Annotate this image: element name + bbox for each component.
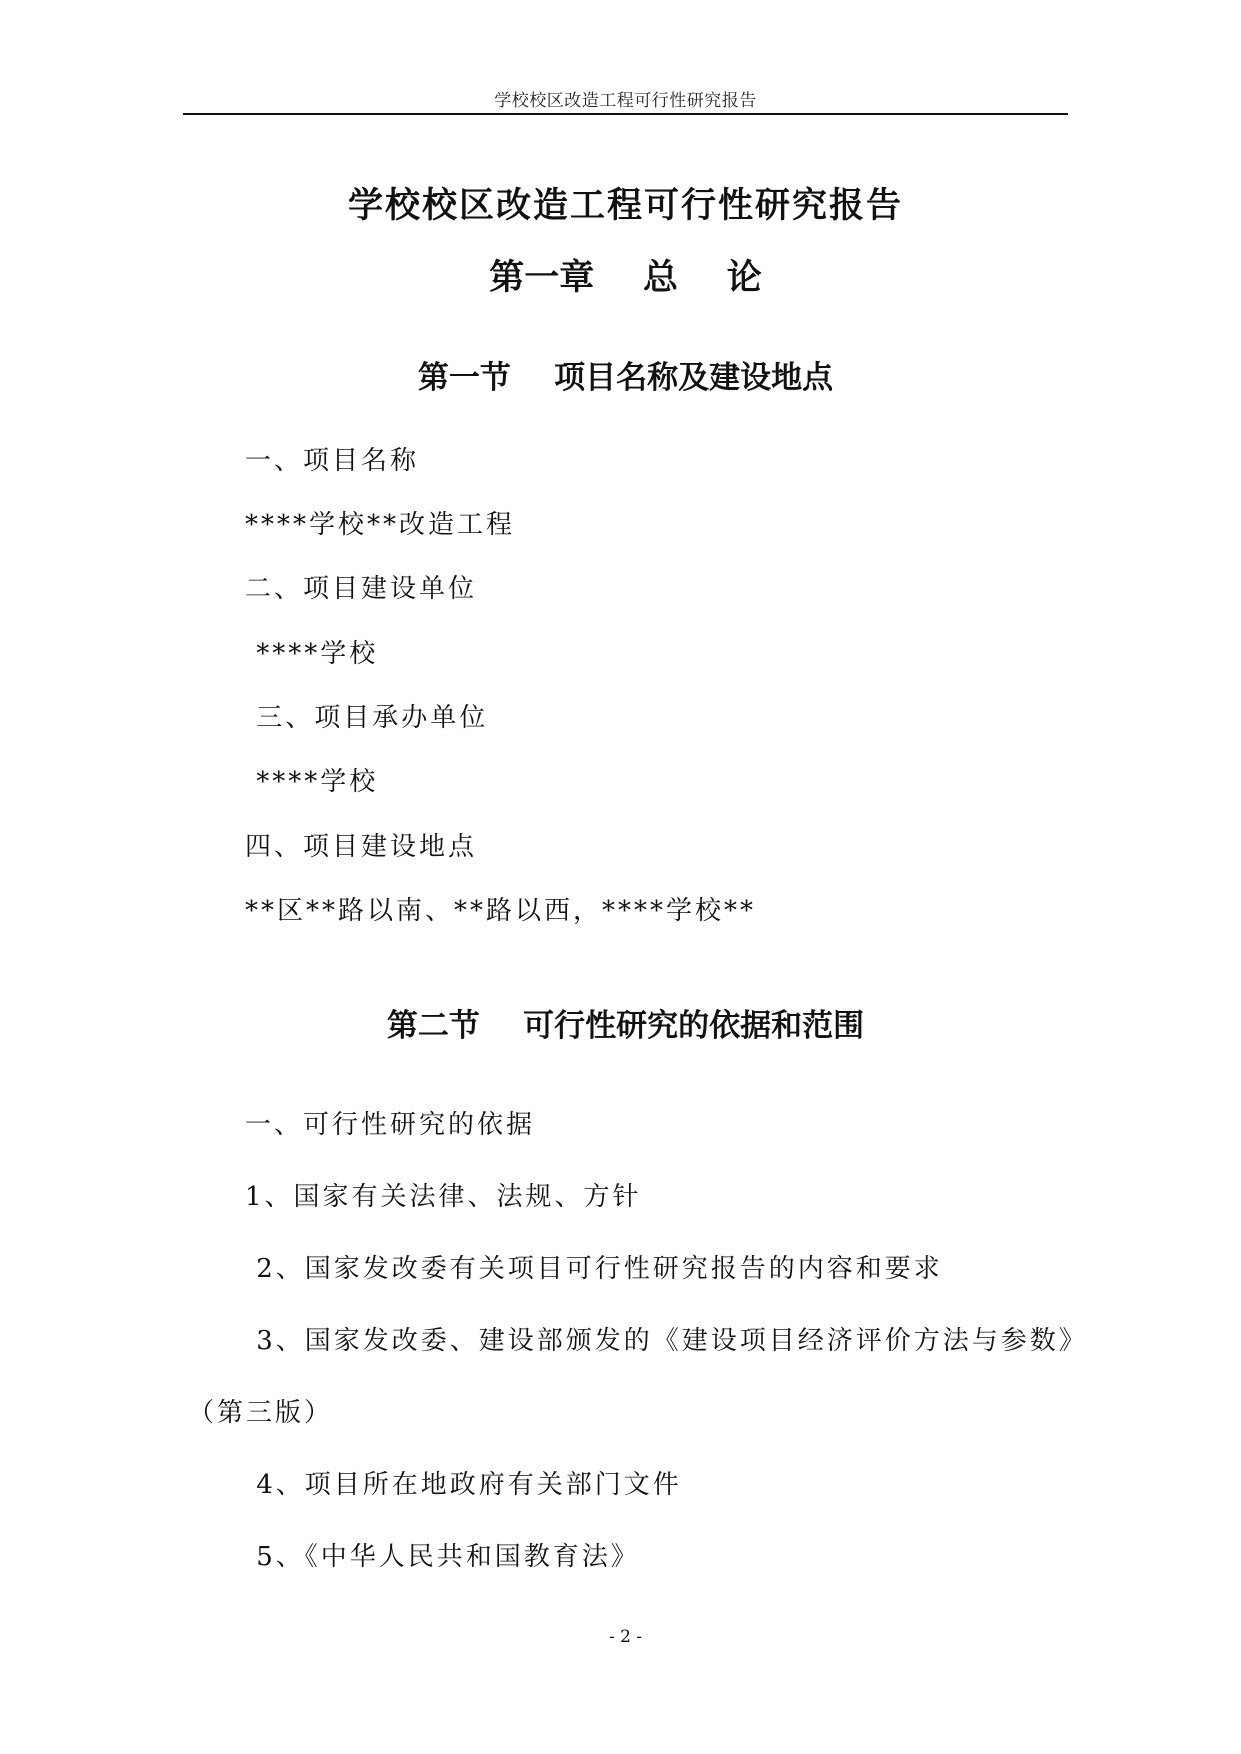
subheading-construction-unit: 二、项目建设单位 xyxy=(245,574,478,604)
subheading-project-name: 一、项目名称 xyxy=(245,446,420,476)
document-title: 学校校区改造工程可行性研究报告 xyxy=(347,185,903,226)
chapter-title: 第一章 总 论 xyxy=(489,257,762,298)
basis-item-5: 5、《中华人民共和国教育法》 xyxy=(245,1542,640,1572)
basis-item-3-continuation: （第三版） xyxy=(188,1398,334,1428)
page-number: - 2 - xyxy=(608,1627,643,1647)
undertaking-unit-value: ****学校 xyxy=(245,767,379,797)
subheading-basis: 一、可行性研究的依据 xyxy=(245,1110,536,1140)
section-title-1: 第一节 项目名称及建设地点 xyxy=(417,360,834,396)
project-name-value: ****学校**改造工程 xyxy=(245,510,516,540)
construction-unit-value: ****学校 xyxy=(245,639,379,669)
subheading-undertaking-unit: 三、项目承办单位 xyxy=(245,703,489,733)
header-rule xyxy=(183,113,1068,115)
construction-site-value: **区**路以南、**路以西，****学校** xyxy=(245,896,757,926)
basis-item-3: 3、国家发改委、建设部颁发的《建设项目经济评价方法与参数》 xyxy=(245,1326,1088,1356)
basis-item-1: 1、国家有关法律、法规、方针 xyxy=(245,1182,642,1212)
running-header: 学校校区改造工程可行性研究报告 xyxy=(494,91,757,111)
basis-item-4: 4、项目所在地政府有关部门文件 xyxy=(245,1470,682,1500)
section-title-2: 第二节 可行性研究的依据和范围 xyxy=(386,1008,865,1044)
subheading-construction-site: 四、项目建设地点 xyxy=(245,832,478,862)
basis-item-2: 2、国家发改委有关项目可行性研究报告的内容和要求 xyxy=(245,1254,943,1284)
